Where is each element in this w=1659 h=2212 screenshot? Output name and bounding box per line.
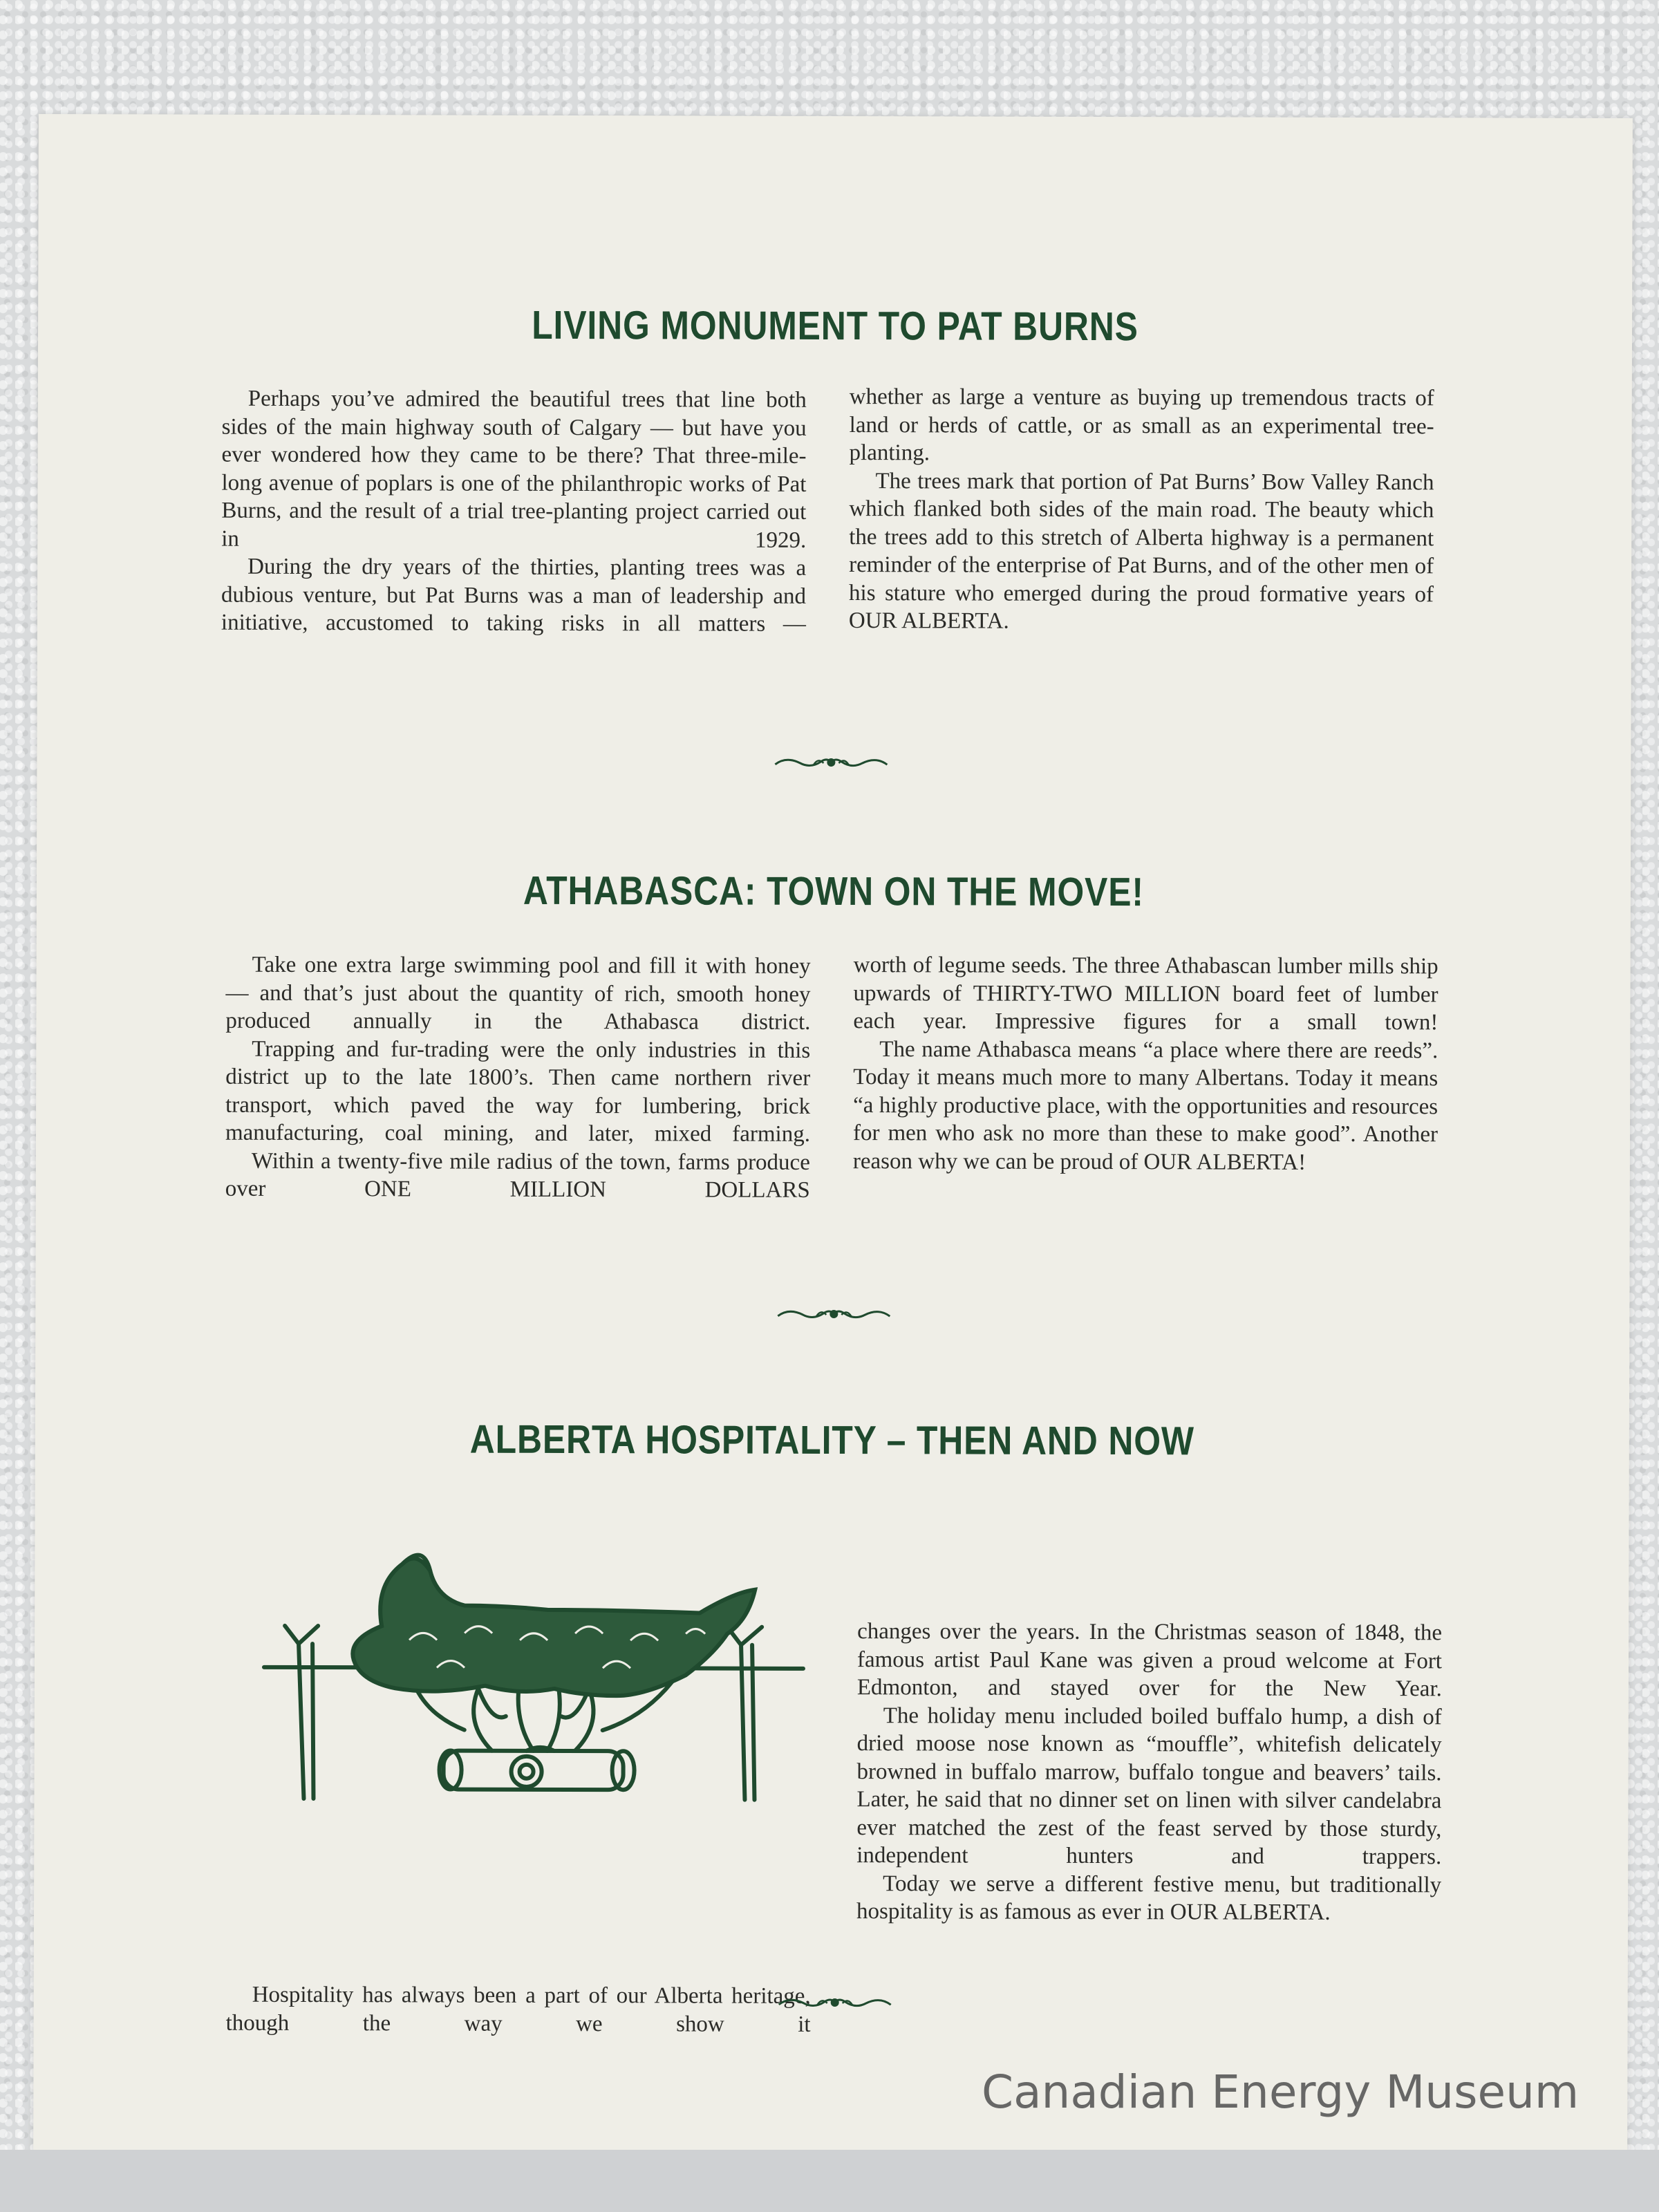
article-1-right-para-2: The trees mark that portion of Pat Burns’ Bow Valley Ranch which flanked both sides of the main road. The beauty which the trees add to this stretch of Alberta highway is a permanent reminder of the enterprise of Pat Burns, and of the other men of his stature who emerged during the proud formative years of OUR ALBERTA.	[848, 468, 1434, 634]
background-strip	[0, 2150, 1659, 2212]
watermark: Canadian Energy Museum	[982, 2065, 1580, 2119]
article-2-left-para-2: Trapping and fur-trading were the only industries in this district up to the late 1800’s. Then came northern river transport, which paved the way for lumbering, brick manufacturing, coal mining, and later, mixed farming.	[225, 1036, 811, 1147]
article-2-left-column	[225, 951, 811, 1205]
article-3-title: ALBERTA HOSPITALITY – THEN AND NOW	[469, 1416, 1194, 1464]
article-3-left-column	[226, 1981, 811, 2038]
article-2-left-para-1: Take one extra large swimming pool and fill it with honey — and that’s just about the quantity of rich, smooth honey produced annually in the Athabasca district.	[225, 952, 811, 1035]
article-2-right-para-2: The name Athabasca means “a place where there are reeds”. Today it means much more to many Albertans. Today it means “a highly productive place, with the opportunities and resources for men who ask no more than these to make good”. Another reason why we can be proud of OUR ALBERTA!	[852, 1036, 1438, 1175]
roasting-meat-over-fire-icon	[256, 1522, 810, 1814]
article-2-left-para-3: Within a twenty-five mile radius of the town, farms produce over ONE MILLION DOLLARS	[225, 1148, 810, 1203]
article-2-right-para-1: worth of legume seeds. The three Athabascan lumber mills ship upwards of THIRTY-TWO MILLION board feet of lumber each year. Impressive figures for a small town!	[853, 953, 1438, 1035]
article-1-left-para-1: Perhaps you’ve admired the beautiful trees that line both sides of the main highway south of Calgary — but have you ever wondered how they came to be there? That three-mile-long avenue of poplars is one of the philanthropic works of Pat Burns, and the result of a trial tree-planting project carried out in 1929.	[221, 386, 807, 553]
article-2-right-column	[853, 951, 1438, 1177]
article-3-right-para-3: Today we serve a different festive menu, but traditionally hospitality is as famous as ever in OUR ALBERTA.	[856, 1871, 1442, 1925]
article-1-right-column	[849, 383, 1434, 637]
article-3-left-para-1: Hospitality has always been a part of our Alberta heritage, though the way we show it	[225, 1982, 811, 2037]
article-3-right-para-2: The holiday menu included boiled buffalo hump, a dish of dried moose nose known as “mouffle”, whitefish delicately browned in buffalo marrow, buffalo tongue and beavers’ tails. Later, he said that no dinner set on linen with silver candelabra ever matched the zest of the feast served by those sturdy, independent hunters and trappers.	[856, 1703, 1442, 1870]
article-1-left-para-2: During the dry years of the thirties, planting trees was a dubious venture, but Pat Burns was a man of leadership and initiative, accustomed to taking risks in all matters —	[221, 554, 807, 637]
article-2-title: ATHABASCA: TOWN ON THE MOVE!	[523, 868, 1144, 915]
article-1-title: LIVING MONUMENT TO PAT BURNS	[532, 302, 1138, 350]
ornament-divider-icon	[776, 1991, 894, 2014]
article-3-right-column	[856, 1618, 1442, 1927]
article-1-right-para-1: whether as large a venture as buying up tremendous tracts of land or herds of cattle, or as small as an experimental tree-planting.	[849, 384, 1434, 466]
ornament-divider-icon	[775, 1302, 892, 1326]
article-1-left-column	[221, 385, 807, 639]
ornament-divider-icon	[772, 751, 890, 774]
article-3-right-para-1: changes over the years. In the Christmas season of 1848, the famous artist Paul Kane was given a proud welcome at Fort Edmonton, and stayed over for the New Year.	[856, 1619, 1443, 1702]
document-page	[33, 114, 1633, 2155]
